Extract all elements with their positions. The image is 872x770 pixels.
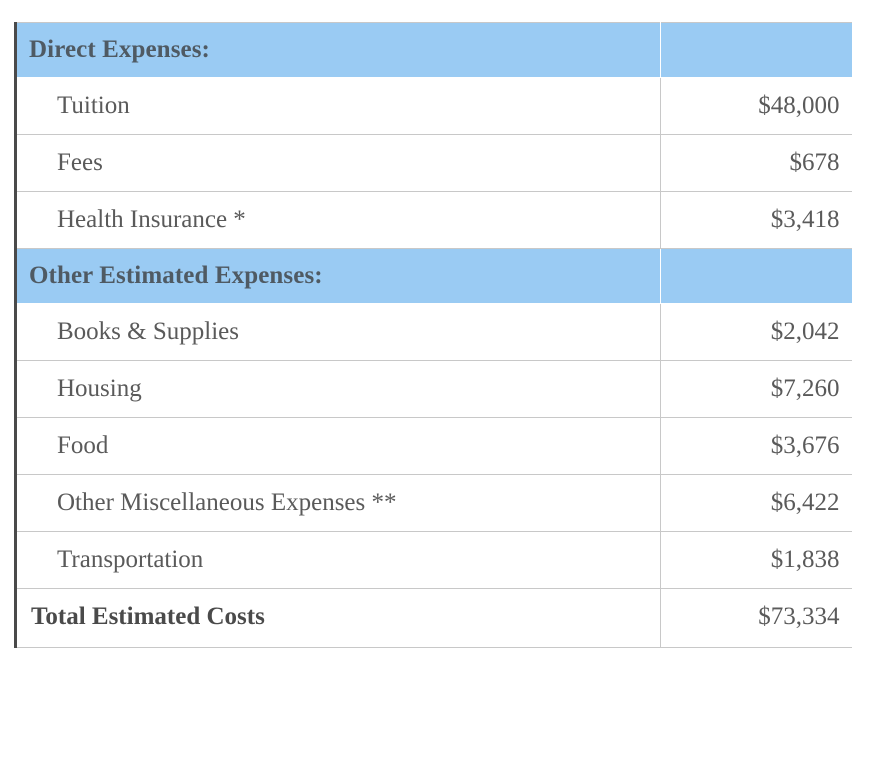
estimated-costs-table <box>14 22 852 648</box>
expense-value-tuition: $48,000 <box>661 78 852 135</box>
table-row <box>16 418 852 475</box>
table-row <box>16 532 852 589</box>
section-header-row-direct <box>16 23 852 78</box>
expense-label-housing: Housing <box>16 361 661 418</box>
expense-label-tuition: Tuition <box>16 78 661 135</box>
total-label: Total Estimated Costs <box>16 589 661 648</box>
expense-value-health-insurance: $3,418 <box>661 192 852 249</box>
expense-value-transportation: $1,838 <box>661 532 852 589</box>
expense-label-fees: Fees <box>16 135 661 192</box>
expense-label-books-supplies: Books & Supplies <box>16 304 661 361</box>
expense-label-transportation: Transportation <box>16 532 661 589</box>
table-row <box>16 475 852 532</box>
table-row <box>16 192 852 249</box>
expense-value-other-miscellaneous: $6,422 <box>661 475 852 532</box>
expense-value-food: $3,676 <box>661 418 852 475</box>
table-row-total <box>16 589 852 648</box>
table-body <box>16 23 852 648</box>
table-row <box>16 361 852 418</box>
table-row <box>16 304 852 361</box>
section-heading-other: Other Estimated Expenses: <box>16 249 661 304</box>
expense-label-health-insurance: Health Insurance * <box>16 192 661 249</box>
expense-value-fees: $678 <box>661 135 852 192</box>
section-header-row-other <box>16 249 852 304</box>
section-heading-direct: Direct Expenses: <box>16 23 661 78</box>
section-heading-other-value <box>661 249 852 304</box>
table-row <box>16 135 852 192</box>
expense-value-housing: $7,260 <box>661 361 852 418</box>
expense-label-other-miscellaneous: Other Miscellaneous Expenses ** <box>16 475 661 532</box>
table-row <box>16 78 852 135</box>
total-value: $73,334 <box>661 589 852 648</box>
expense-value-books-supplies: $2,042 <box>661 304 852 361</box>
section-heading-direct-value <box>661 23 852 78</box>
expense-label-food: Food <box>16 418 661 475</box>
